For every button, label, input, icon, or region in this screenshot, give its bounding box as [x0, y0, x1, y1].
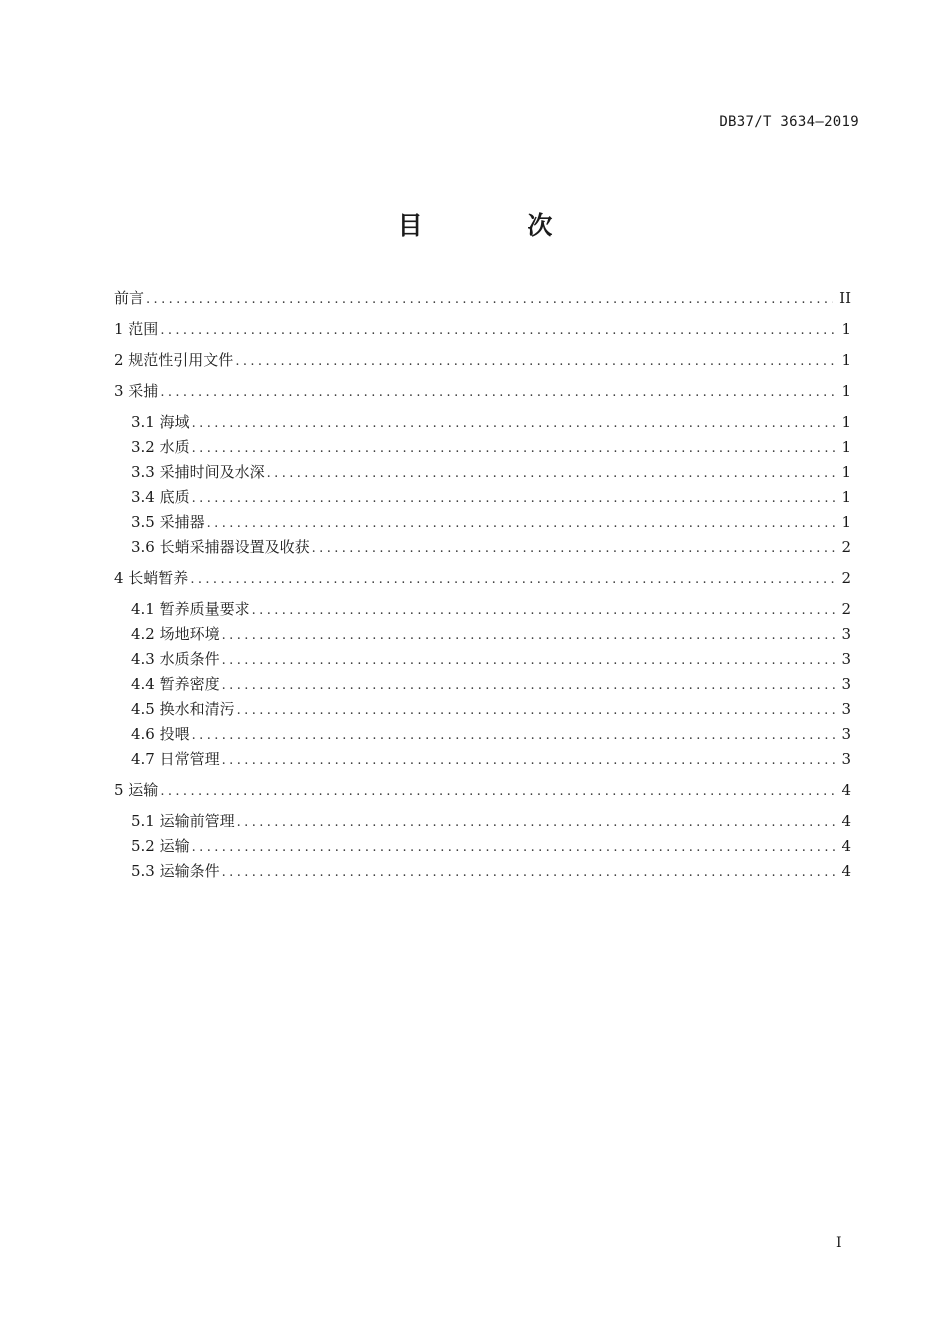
toc-entry[interactable]: [131, 723, 851, 745]
toc-entry-page: 1: [841, 382, 851, 400]
toc-entry-label: 3.2 水质: [131, 438, 190, 456]
toc-dot-leader: [312, 538, 835, 560]
toc-entry[interactable]: [131, 461, 851, 483]
toc-dot-leader: [192, 837, 835, 859]
toc-entry-page: 4: [841, 781, 851, 799]
toc-dot-leader: [222, 675, 835, 697]
toc-dot-leader: [222, 650, 835, 672]
toc-entry-page: 2: [841, 600, 851, 618]
toc-entry-label: 4 长蛸暂养: [114, 569, 189, 587]
toc-entry[interactable]: [114, 779, 851, 801]
toc-entry-page: 4: [841, 862, 851, 880]
toc-dot-leader: [207, 513, 835, 535]
toc-entry-page: 1: [841, 513, 851, 531]
toc-entry[interactable]: [131, 673, 851, 695]
toc-dot-leader: [160, 382, 835, 404]
toc-entry[interactable]: [114, 287, 851, 309]
toc-dot-leader: [237, 812, 835, 834]
toc-entry-label: 4.5 换水和清污: [131, 700, 235, 718]
toc-dot-leader: [222, 862, 835, 884]
toc-entry[interactable]: [131, 436, 851, 458]
toc-entry-label: 2 规范性引用文件: [114, 351, 234, 369]
toc-entry[interactable]: [131, 648, 851, 670]
toc-entry-page: 3: [841, 675, 851, 693]
toc-entry-label: 4.4 暂养密度: [131, 675, 220, 693]
toc-entry-page: 2: [841, 538, 851, 556]
toc-entry-page: 1: [841, 320, 851, 338]
toc-entry-page: 2: [841, 569, 851, 587]
toc-entry-page: 1: [841, 438, 851, 456]
toc-entry[interactable]: [131, 598, 851, 620]
toc-entry-label: 3.6 长蛸采捕器设置及收获: [131, 538, 310, 556]
toc-entry-page: 3: [841, 625, 851, 643]
toc-dot-leader: [235, 351, 835, 373]
toc-entry-label: 3.5 采捕器: [131, 513, 205, 531]
toc-entry-label: 5 运输: [114, 781, 159, 799]
toc-entry-page: 4: [841, 837, 851, 855]
toc-dot-leader: [192, 413, 835, 435]
toc-dot-leader: [192, 725, 835, 747]
toc-entry[interactable]: [131, 536, 851, 558]
toc-entry-page: 3: [841, 700, 851, 718]
toc-dot-leader: [190, 569, 835, 591]
toc-dot-leader: [192, 438, 835, 460]
toc-entry-label: 4.1 暂养质量要求: [131, 600, 250, 618]
toc-entry[interactable]: [114, 567, 851, 589]
toc-entry-label: 3.4 底质: [131, 488, 190, 506]
toc-entry-label: 5.1 运输前管理: [131, 812, 235, 830]
toc-entry-page: 1: [841, 488, 851, 506]
toc-entry-label: 1 范围: [114, 320, 159, 338]
toc-entry-page: II: [839, 289, 851, 307]
toc-title: 目 次: [397, 211, 601, 240]
toc-dot-leader: [192, 488, 835, 510]
toc-entry-page: 3: [841, 750, 851, 768]
toc-entry-label: 3 采捕: [114, 382, 159, 400]
toc-entry-label: 5.2 运输: [131, 837, 190, 855]
toc-entry[interactable]: [114, 318, 851, 340]
toc-dot-leader: [160, 320, 835, 342]
toc-entry[interactable]: [131, 835, 851, 857]
toc-dot-leader: [237, 700, 835, 722]
toc-dot-leader: [222, 625, 835, 647]
toc-entry-page: 1: [841, 351, 851, 369]
toc-entry-label: 4.3 水质条件: [131, 650, 220, 668]
toc-entry-label: 4.7 日常管理: [131, 750, 220, 768]
toc-dot-leader: [160, 781, 835, 803]
toc-dot-leader: [222, 750, 835, 772]
toc-entry[interactable]: [131, 810, 851, 832]
toc-entry-page: 3: [841, 650, 851, 668]
toc-entry-label: 4.6 投喂: [131, 725, 190, 743]
toc-entry[interactable]: [131, 623, 851, 645]
standard-code: DB37/T 3634—2019: [719, 114, 859, 130]
toc-entry[interactable]: [131, 511, 851, 533]
toc-entry[interactable]: [131, 486, 851, 508]
toc-entry-page: 1: [841, 463, 851, 481]
toc-entry[interactable]: [131, 860, 851, 882]
toc-dot-leader: [267, 463, 835, 485]
toc-entry-page: 4: [841, 812, 851, 830]
toc-entry[interactable]: [131, 411, 851, 433]
toc-entry[interactable]: [114, 380, 851, 402]
toc-entry-label: 3.3 采捕时间及水深: [131, 463, 265, 481]
toc-dot-leader: [252, 600, 835, 622]
toc-entry-page: 1: [841, 413, 851, 431]
toc-entry[interactable]: [131, 698, 851, 720]
toc-entry-label: 3.1 海域: [131, 413, 190, 431]
toc-entry[interactable]: [114, 349, 851, 371]
toc-dot-leader: [146, 289, 833, 311]
toc-entry-label: 4.2 场地环境: [131, 625, 220, 643]
toc-entry-label: 5.3 运输条件: [131, 862, 220, 880]
page-number: I: [836, 1235, 842, 1251]
toc-entry-page: 3: [841, 725, 851, 743]
toc-entry[interactable]: [131, 748, 851, 770]
toc-entry-label: 前言: [114, 289, 145, 307]
